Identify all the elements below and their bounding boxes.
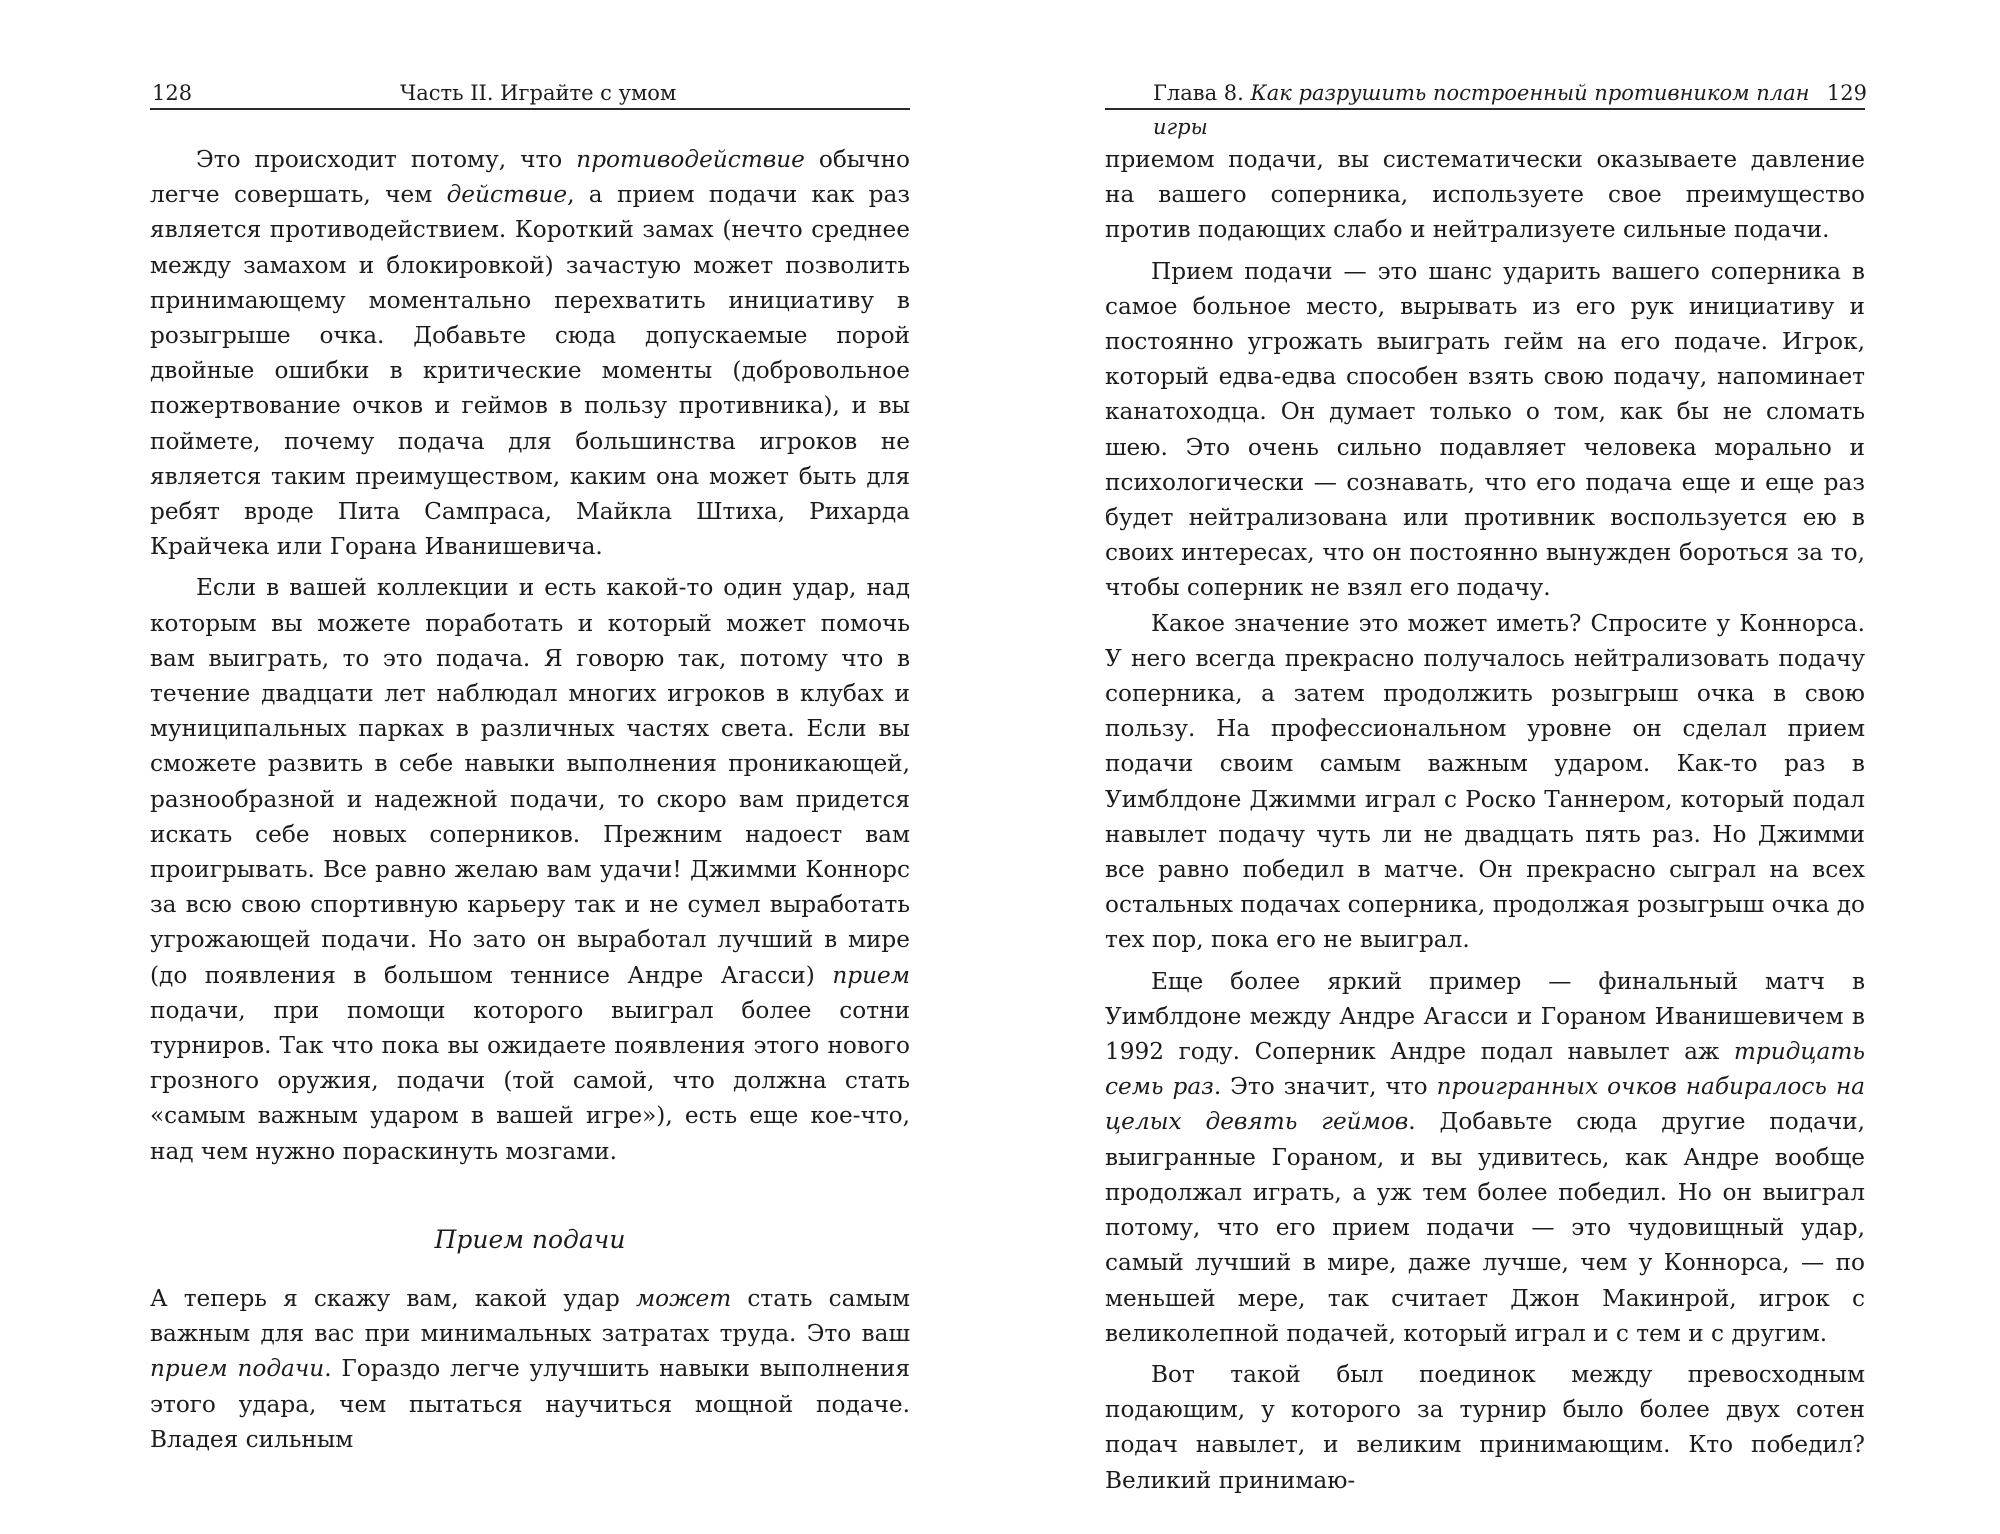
right-header-rule — [1105, 108, 1865, 110]
left-paragraph-3: А теперь я скажу вам, какой удар может стать самым важным для вас при минимальных затратах труда. Это ваш прием подачи. Гораздо легче улучшить навыки выполнения этого удара, чем пытаться научиться мощной подаче. Владея сильным — [150, 1284, 910, 1453]
left-paragraph-1: Это происходит потому, что противодействие обычно легче совершать, чем действие, а прием подачи как раз является противодействием. Короткий замах (нечто среднее между замахом и блокировкой) зачастую может позволить принимающему моментально перехватить инициативу в розыгрыше очка. Добавьте сюда допускаемые порой двойные ошибки в критические моменты (добровольное пожертвование очков и геймов в пользу противника), и вы поймете, почему подача для большинства игроков не является таким преимуществом, каким она может быть для ребят вроде Пита Сампраса, Майкла Штиха, Рихарда Крайчека или Горана Иванишевича. — [150, 146, 911, 561]
right-paragraph-4: Еще более яркий пример — финальный матч в Уимблдоне между Андре Агасси и Гораном Иванишевичем в 1992 году. Соперник Андре подал навылет аж тридцать семь раз. Это значит, что проигранных очков набиралось на целых девять геймов. Добавьте сюда другие подачи, выигранные Гораном, и вы удивитесь, как Андре вообще продолжал играть, а уж тем более победил. Но он выиграл потому, что его прием подачи — это чудовищный удар, самый лучший в мире, даже лучше, чем у Коннорса, — по меньшей мере, так считает Джон Макинрой, игрок с великолепной подачей, который играл и с тем и с другим. — [1105, 967, 1865, 1347]
left-paragraph-2: Если в вашей коллекции и есть какой-то один удар, над которым вы можете поработать и который может помочь вам выиграть, то это подача. Я говорю так, потому что в течение двадцати лет наблюдал многих игроков в клубах и муниципальных парках в различных частях света. Если вы сможете развить в себе навыки выполнения проникающей, разнообразной и надежной подачи, то скоро вам придется искать себе новых соперников. Прежним надоест вам проигрывать. Все равно желаю вам удачи! Джимми Коннорс за всю свою спортивную карьеру так и не сумел выработать угрожающей подачи. Но зато он выработал лучший в мире (до появления в большом теннисе Андре Агасси) прием подачи, при помощи которого выиграл более сотни турниров. Так что пока вы ожидаете появления этого нового грозного оружия, подачи (той самой, что должна стать «самым важным ударом в вашей игре»), есть еще кое-что, над чем нужно пораскинуть мозгами. — [150, 574, 910, 1165]
right-running-head-title: Глава 8. Как разрушить построенный противником план игры — [1153, 81, 1810, 139]
right-paragraph-1: приемом подачи, вы систематически оказываете давление на вашего соперника, используете свое преимущество против подающих слабо и нейтрализуете сильные подачи. — [1105, 146, 1865, 244]
section-subheading: Прием подачи — [434, 1224, 626, 1254]
left-body-text — [150, 142, 910, 1457]
right-running-head — [1105, 76, 1867, 139]
right-page-number: 129 — [1826, 81, 1867, 105]
left-header-rule — [150, 108, 910, 110]
left-page-number: 128 — [152, 81, 193, 105]
left-page — [150, 0, 910, 1534]
right-paragraph-2: Прием подачи — это шанс ударить вашего соперника в самое больное место, вырывать из его рук инициативу и постоянно угрожать выиграть гейм на его подаче. Игрок, который едва-едва способен взять свою подачу, напоминает канатоходца. Он думает только о том, как бы не сломать шею. Это очень сильно подавляет человека морально и психологически — сознавать, что его подача еще и еще раз будет нейтрализована или противник воспользуется ею в своих интересах, что он постоянно вынужден бороться за то, чтобы соперник не взял его подачу. — [1105, 257, 1865, 602]
right-page — [1105, 0, 1865, 1534]
left-running-head — [150, 76, 910, 110]
right-paragraph-5: Вот такой был поединок между превосходным подающим, у которого за турнир было более двух сотен подач навылет, и великим принимающим. Кто победил? Великий принимаю- — [1105, 1360, 1865, 1494]
left-running-head-title: Часть II. Играйте с умом — [400, 81, 677, 105]
right-paragraph-3: Какое значение это может иметь? Спросите у Коннорса. У него всегда прекрасно получалось нейтрализовать подачу соперника, а затем продолжить розыгрыш очка в свою пользу. На профессиональном уровне он сделал прием подачи своим самым важным ударом. Как-то раз в Уимблдоне Джимми играл с Роско Таннером, который подал навылет подачу чуть ли не двадцать пять раз. Но Джимми все равно победил в матче. Он прекрасно сыграл на всех остальных подачах соперника, продолжая розыгрыш очка до тех пор, пока его не выиграл. — [1105, 609, 1865, 954]
right-body-text — [1105, 142, 1865, 1498]
